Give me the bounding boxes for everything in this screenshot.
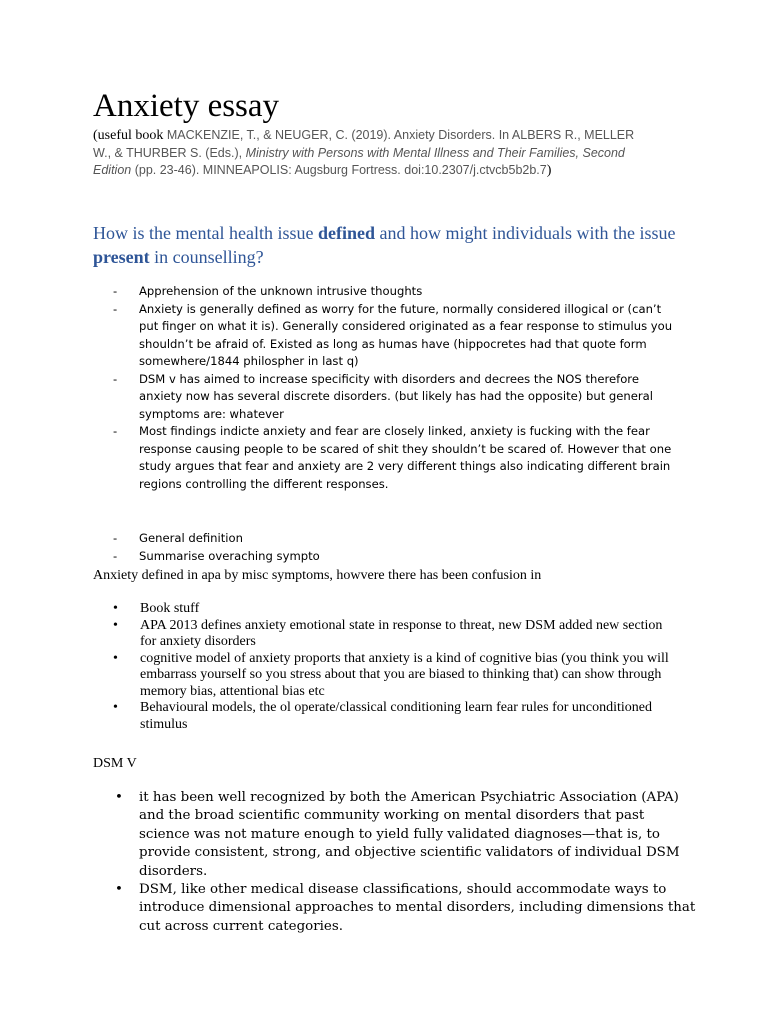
list-item — [113, 371, 673, 424]
list-item-text: DSM v has aimed to increase specificity with disorders and decrees the NOS therefore anxiety now has several discrete disorders. (but likely has had the opposite) but general symptoms are: whatever — [139, 371, 653, 421]
list-item — [113, 283, 673, 301]
dash-marker: - — [113, 531, 118, 545]
apa-definition-line: Anxiety defined in apa by misc symptoms, howvere there has been confusion in — [93, 568, 542, 583]
document-title: Anxiety essay — [93, 88, 280, 124]
list-item-text: cognitive model of anxiety proports that anxiety is a kind of cognitive bias (you think you will embarrass yourself so you stress about that you are biased to thinking that) can show through memory bias, attentional bias etc — [140, 650, 669, 699]
citation-close-paren: ) — [546, 163, 552, 178]
todo-dash-list — [113, 530, 673, 565]
list-item — [113, 548, 673, 566]
bullet-marker: • — [113, 650, 118, 666]
list-item — [113, 301, 673, 371]
list-item — [113, 650, 680, 701]
question-text-2: and how might individuals with the issue — [374, 223, 676, 243]
list-item-text: Apprehension of the unknown intrusive thoughts — [139, 284, 423, 298]
list-item-text: Book stuff — [140, 601, 200, 616]
list-item — [115, 789, 699, 881]
list-item — [113, 601, 680, 618]
list-item-text: it has been well recognized by both the American Psychiatric Association (APA) and the broad scientific community working on mental disorders that past science was not mature enough to yield fully validated diagnoses—that is, to provide consistent, strong, and objective scientific validators of individual DSM disorders. — [139, 790, 680, 879]
section-question-heading — [93, 221, 693, 269]
question-text-1: How is the mental health issue — [93, 223, 318, 243]
citation-tail: (pp. 23-46). MINNEAPOLIS: Augsburg Fortress. doi:10.2307/j.ctvcb5b2b.7 — [131, 163, 547, 177]
question-text-3: in counselling? — [149, 247, 264, 267]
list-item-text: Behavioural models, the ol operate/classical conditioning learn fear rules for unconditioned stimulus — [140, 700, 652, 732]
citation-lead: useful book — [97, 128, 167, 143]
question-bold-defined: defined — [317, 223, 375, 243]
list-item-text: APA 2013 defines anxiety emotional state in response to threat, new DSM added new section for anxiety disorders — [140, 617, 663, 649]
list-item-text: Summarise overaching sympto — [139, 548, 320, 563]
list-item-text: General definition — [139, 531, 243, 545]
citation-open-paren: ( — [93, 128, 98, 143]
list-item-text: Anxiety is generally defined as worry for the future, normally considered illogical or (can’t put finger on what it is). Generally considered originated as a fear response to stimulus you shouldn’t be afraid of. Existed as long as humas have (hippocretes had that quote form somewhere/1844 philospher in last q) — [139, 301, 673, 368]
list-item — [113, 700, 680, 733]
book-points-list — [113, 601, 680, 733]
list-item — [113, 617, 680, 651]
list-item-text: Most findings indicte anxiety and fear are closely linked, anxiety is fucking with the fear response causing people to be scared of shit they shouldn’t be scared of. However that one study argues that fear and anxiety are 2 very different things also indicating different brain regions controlling the different responses. — [139, 424, 672, 491]
dash-marker: - — [113, 371, 118, 386]
citation-book-title: Ministry with Persons with Mental Illness and Their Families, Second Edition — [93, 145, 625, 177]
question-bold-present: present — [93, 247, 150, 267]
dsm-label: DSM V — [93, 756, 137, 771]
list-item — [113, 530, 673, 548]
dash-marker: - — [113, 548, 118, 563]
bullet-marker: • — [113, 617, 118, 633]
list-item — [115, 881, 699, 936]
citation-authors: MACKENZIE, T., & NEUGER, C. (2019). Anxiety Disorders. In ALBERS R., MELLER W., & THURBER S. (Eds.), — [93, 128, 635, 160]
bullet-marker: • — [115, 882, 123, 898]
bullet-marker: • — [115, 790, 123, 805]
dash-marker: - — [113, 284, 118, 298]
bullet-marker: • — [113, 700, 118, 715]
list-item-text: DSM, like other medical disease classifications, should accommodate ways to introduce dimensional approaches to mental disorders, including dimensions that cut across current categories. — [139, 882, 696, 934]
bullet-marker: • — [113, 601, 118, 616]
list-item — [113, 423, 673, 493]
dash-marker: - — [113, 424, 118, 438]
citation-paragraph — [93, 127, 653, 180]
notes-dash-list — [113, 283, 673, 493]
dsm-points-list — [115, 789, 699, 936]
dash-marker: - — [113, 301, 118, 316]
